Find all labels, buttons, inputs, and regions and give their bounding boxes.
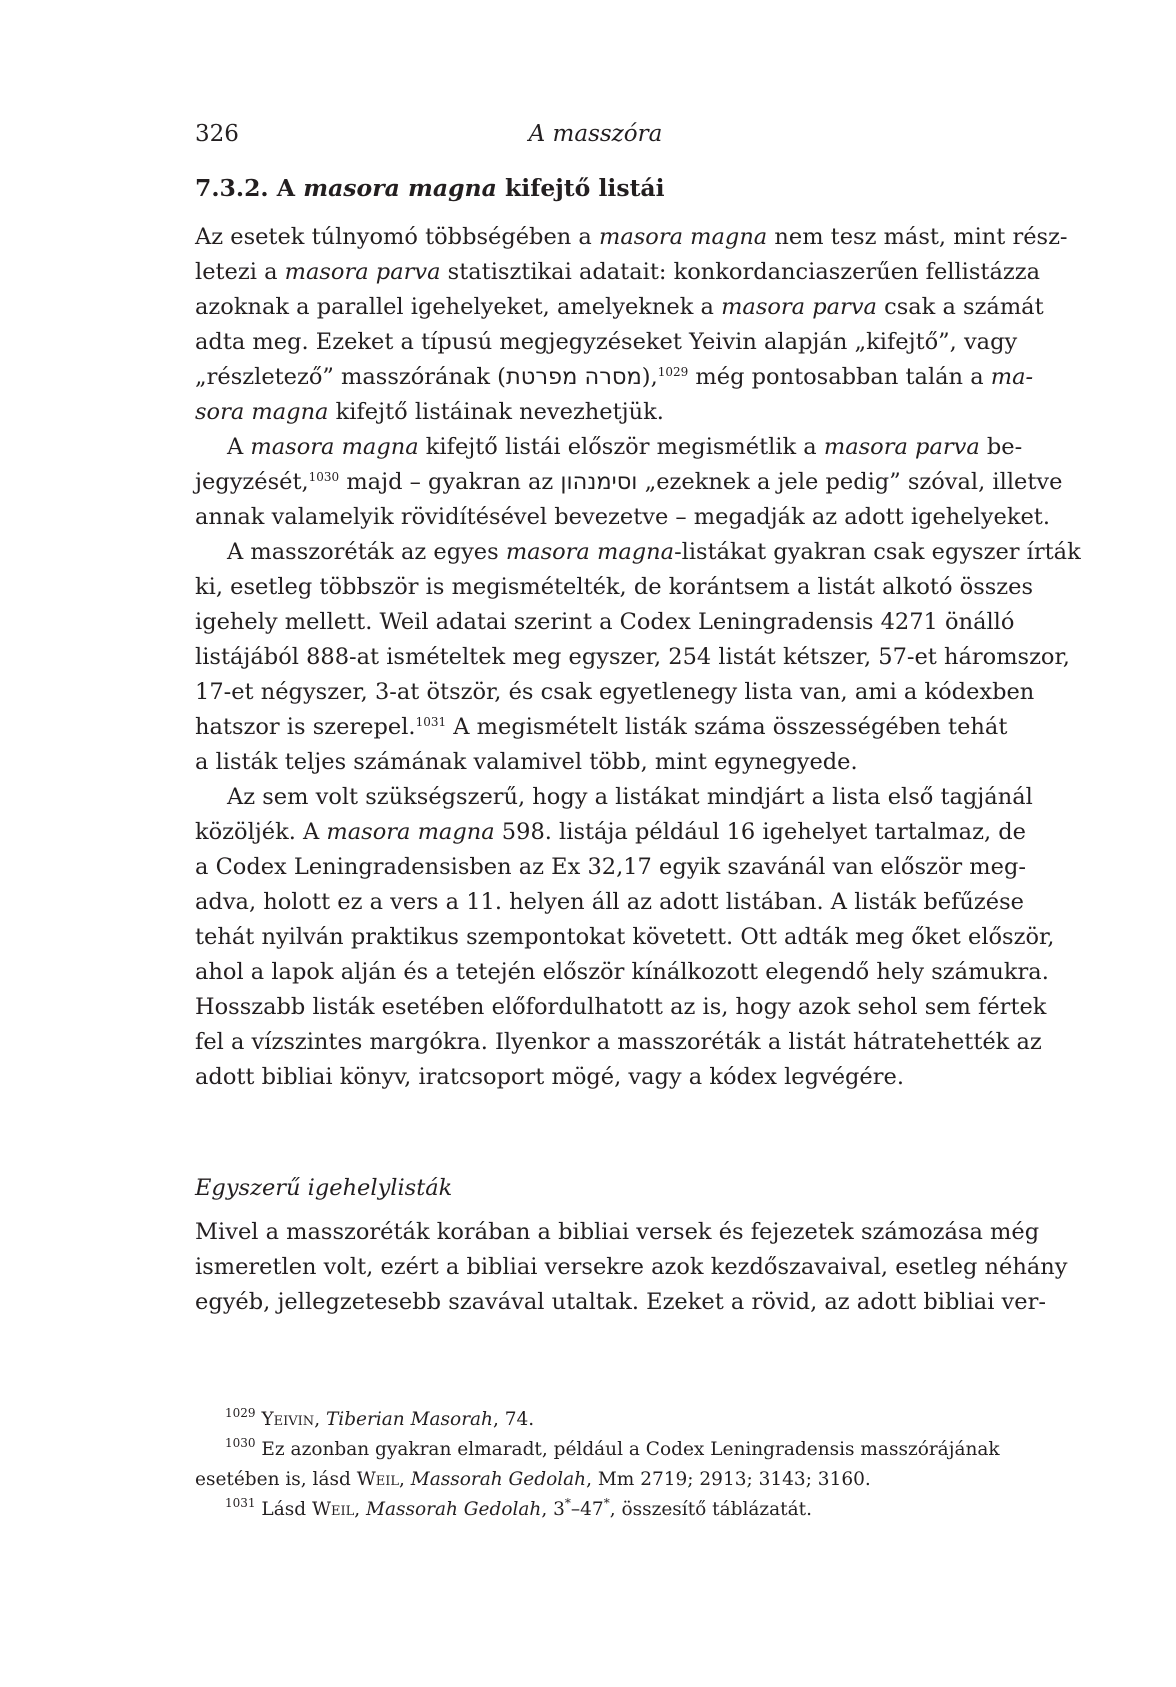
paragraph-2 [195, 430, 1063, 535]
text-line: adva, holott ez a vers a 11. helyen áll az adott listában. A listák befűzése [195, 889, 1024, 915]
hebrew-text: מסרה מפרטת [505, 364, 642, 390]
footnote-ref: 1031 [415, 715, 447, 729]
text-line: letezi a masora parva statisztikai adatait: konkordanciaszerűen fellistázza [195, 259, 1041, 285]
footnote-1030: $^{1030}$ Ez azonban gyakran elmaradt, például a Codex Leningradensis masszórájának [225, 1436, 1000, 1460]
footnote-ref: 1030 [308, 470, 340, 484]
paragraph-4 [195, 780, 1055, 1095]
text-line: annak valamelyik rövidítésével bevezetve – megadják az adott igehelyeket. [195, 504, 1050, 530]
section-title-rest: kifejtő listái [496, 174, 665, 202]
section-number: 7.3.2. A [195, 174, 304, 202]
subheading: Egyszerű igehelylisták [195, 1175, 453, 1201]
page-number: 326 [195, 121, 239, 147]
text-line: igehely mellett. Weil adatai szerint a Codex Leningradensis 4271 önálló [195, 609, 1015, 635]
text-line: „részletező” masszórának (מסרה מפרטת),$^{1029}$ még pontosabban talán a ma- [195, 364, 1034, 390]
hebrew-text: וסימנהון [560, 469, 638, 495]
text-line: 17-et négyszer, 3-at ötször, és csak egyetlenegy lista van, ami a kódexben [195, 679, 1035, 705]
page-header [195, 118, 996, 150]
text-line: tehát nyilván praktikus szempontokat követett. Ott adták meg őket először, [195, 924, 1055, 950]
text-line: adta meg. Ezeket a típusú megjegyzéseket Yeivin alapján „kifejtő”, vagy [195, 329, 1018, 355]
paragraph-5 [195, 1215, 1068, 1320]
footnote-number: 1030 [225, 1436, 256, 1450]
text-line: ismeretlen volt, ezért a bibliai versekre azok kezdőszavaival, esetleg néhány [195, 1254, 1068, 1280]
running-title: A masszóra [528, 121, 663, 147]
footnote-1029: $^{1029}$ Yeivin, Tiberian Masorah, 74. [225, 1406, 535, 1430]
footnotes [195, 1405, 1000, 1525]
text-line: sora magna kifejtő listáinak nevezhetjük. [195, 399, 664, 425]
text-line: adott bibliai könyv, iratcsoport mögé, vagy a kódex legvégére. [195, 1064, 904, 1090]
text-line: Az sem volt szükségszerű, hogy a listákat mindjárt a lista első tagjánál [227, 784, 1033, 810]
footnote-number: 1029 [225, 1406, 256, 1420]
text-line: fel a vízszintes margókra. Ilyenkor a masszoréták a listát hátratehették az [195, 1029, 1042, 1055]
paragraph-3 [195, 535, 1081, 780]
footnote-1031: $^{1031}$ Lásd Weil, Massorah Gedolah, 3*–47*, összesítő táblázatát. [225, 1496, 812, 1520]
text-line: jegyzését,$^{1030}$ majd – gyakran az וסימנהון „ezeknek a jele pedig” szóval, illetve [195, 469, 1063, 495]
footnote-1030-cont: esetében is, lásd Weil, Massorah Gedolah, Mm 2719; 2913; 3143; 3160. [195, 1469, 871, 1490]
section-title-italic: masora magna [303, 174, 497, 202]
text-line: a listák teljes számának valamivel több, mint egynegyede. [195, 749, 858, 775]
text-line: azoknak a parallel igehelyeket, amelyeknek a masora parva csak a számát [195, 294, 1044, 320]
text-line: listájából 888-at ismételtek meg egyszer, 254 listát kétszer, 57-et háromszor, [195, 644, 1070, 670]
text-line: Az esetek túlnyomó többségében a masora magna nem tesz mást, mint rész- [195, 224, 1068, 250]
text-line: hatszor is szerepel.$^{1031}$ A megismételt listák száma összességében tehát [195, 714, 1008, 740]
text-line: közöljék. A masora magna 598. listája például 16 igehelyet tartalmaz, de [195, 819, 1026, 845]
text-line: a Codex Leningradensisben az Ex 32,17 egyik szavánál van először meg- [195, 854, 1026, 880]
section-heading [195, 172, 996, 204]
footnote-ref: 1029 [657, 365, 689, 379]
text-line: Hosszabb listák esetében előfordulhatott az is, hogy azok sehol sem fértek [195, 994, 1047, 1020]
paragraph-1 [195, 220, 1068, 430]
text-line: A masora magna kifejtő listái először megismétlik a masora parva be- [227, 434, 1023, 460]
text-line: Mivel a masszoréták korában a bibliai versek és fejezetek számozása még [195, 1219, 1040, 1245]
text-line: A masszoréták az egyes masora magna-listákat gyakran csak egyszer írták [227, 539, 1081, 565]
text-line: ki, esetleg többször is megismételték, de korántsem a listát alkotó összes [195, 574, 1034, 600]
footnote-number: 1031 [225, 1496, 256, 1510]
text-line: egyéb, jellegzetesebb szavával utaltak. Ezeket a rövid, az adott bibliai ver- [195, 1289, 1046, 1315]
text-line: ahol a lapok alján és a tetején először kínálkozott elegendő hely számukra. [195, 959, 1049, 985]
